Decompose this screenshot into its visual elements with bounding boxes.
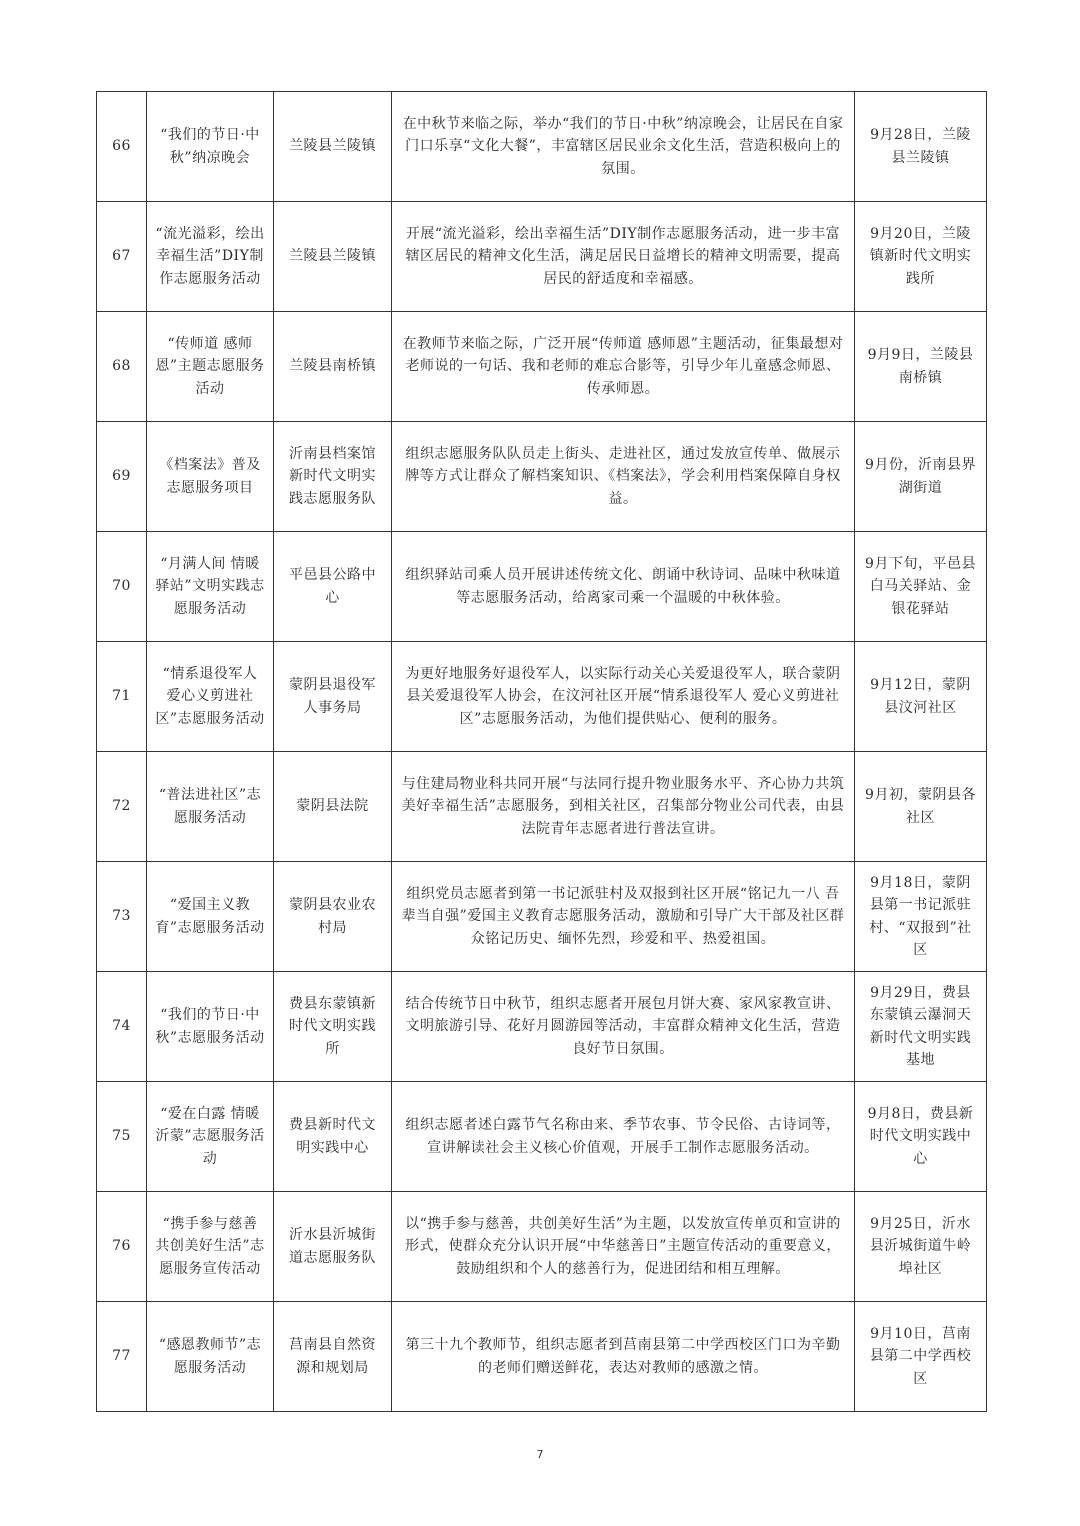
time-location: 9月下旬，平邑县白马关驿站、金银花驿站: [855, 532, 987, 642]
activity-description: 组织党员志愿者到第一书记派驻村及双报到社区开展“铭记九一八 吾辈当自强”爱国主义教育志愿服务活动，激励和引导广大干部及社区群众铭记历史、缅怀先烈，珍爱和平、热爱祖国。: [392, 862, 855, 972]
organizer: 沂南县档案馆新时代文明实践志愿服务队: [274, 422, 392, 532]
organizer: 蒙阴县退役军人事务局: [274, 642, 392, 752]
time-location: 9月28日，兰陵县兰陵镇: [855, 92, 987, 202]
table-row: [97, 972, 987, 1082]
time-location: 9月29日，费县东蒙镇云瀑洞天新时代文明实践基地: [855, 972, 987, 1082]
activity-name: “我们的节日·中秋”志愿服务活动: [147, 972, 274, 1082]
activity-name: “爱国主义教育”志愿服务活动: [147, 862, 274, 972]
table-row: [97, 752, 987, 862]
row-number: 66: [97, 92, 147, 202]
activity-name: “情系退役军人 爱心义剪进社区”志愿服务活动: [147, 642, 274, 752]
organizer: 莒南县自然资源和规划局: [274, 1302, 392, 1412]
activity-name: “我们的节日·中秋”纳凉晚会: [147, 92, 274, 202]
organizer: 蒙阴县法院: [274, 752, 392, 862]
activity-name: “感恩教师节”志愿服务活动: [147, 1302, 274, 1412]
row-number: 68: [97, 312, 147, 422]
row-number: 67: [97, 202, 147, 312]
time-location: 9月10日，莒南县第二中学西校区: [855, 1302, 987, 1412]
activity-description: 在教师节来临之际，广泛开展“传师道 感师恩”主题活动，征集最想对老师说的一句话、我和老师的难忘合影等，引导少年儿童感念师恩、传承师恩。: [392, 312, 855, 422]
time-location: 9月18日，蒙阴县第一书记派驻村、“双报到”社区: [855, 862, 987, 972]
row-number: 72: [97, 752, 147, 862]
row-number: 77: [97, 1302, 147, 1412]
activity-name: “携手参与慈善 共创美好生活”志愿服务宣传活动: [147, 1192, 274, 1302]
row-number: 74: [97, 972, 147, 1082]
time-location: 9月20日，兰陵镇新时代文明实践所: [855, 202, 987, 312]
organizer: 平邑县公路中心: [274, 532, 392, 642]
organizer: 兰陵县南桥镇: [274, 312, 392, 422]
activity-description: 开展“流光溢彩，绘出幸福生活”DIY制作志愿服务活动，进一步丰富辖区居民的精神文化生活，满足居民日益增长的精神文明需要，提高居民的舒适度和幸福感。: [392, 202, 855, 312]
time-location: 9月份，沂南县界湖街道: [855, 422, 987, 532]
activity-description: 以“携手参与慈善，共创美好生活”为主题，以发放宣传单页和宣讲的形式，使群众充分认识开展“中华慈善日”主题宣传活动的重要意义，鼓励组织和个人的慈善行为，促进团结和相互理解。: [392, 1192, 855, 1302]
table-row: [97, 532, 987, 642]
activity-description: 组织驿站司乘人员开展讲述传统文化、朗诵中秋诗词、品味中秋味道等志愿服务活动，给离家司乘一个温暖的中秋体验。: [392, 532, 855, 642]
time-location: 9月12日，蒙阴县汶河社区: [855, 642, 987, 752]
table-row: [97, 92, 987, 202]
table-row: [97, 312, 987, 422]
activity-name: “流光溢彩，绘出幸福生活”DIY制作志愿服务活动: [147, 202, 274, 312]
row-number: 76: [97, 1192, 147, 1302]
activity-description: 在中秋节来临之际，举办“我们的节日·中秋”纳凉晚会，让居民在自家门口乐享“文化大餐”，丰富辖区居民业余文化生活，营造积极向上的氛围。: [392, 92, 855, 202]
activity-description: 为更好地服务好退役军人，以实际行动关心关爱退役军人，联合蒙阴县关爱退役军人协会，在汶河社区开展“情系退役军人 爱心义剪进社区”志愿服务活动，为他们提供贴心、便利的服务。: [392, 642, 855, 752]
activity-name: 《档案法》普及志愿服务项目: [147, 422, 274, 532]
activity-name: “传师道 感师恩”主题志愿服务活动: [147, 312, 274, 422]
activity-description: 第三十九个教师节，组织志愿者到莒南县第二中学西校区门口为辛勤的老师们赠送鲜花，表达对教师的感激之情。: [392, 1302, 855, 1412]
organizer: 沂水县沂城街道志愿服务队: [274, 1192, 392, 1302]
row-number: 71: [97, 642, 147, 752]
table-row: [97, 642, 987, 752]
activity-description: 与住建局物业科共同开展“与法同行提升物业服务水平、齐心协力共筑美好幸福生活”志愿服务，到相关社区，召集部分物业公司代表，由县法院青年志愿者进行普法宣讲。: [392, 752, 855, 862]
table-row: [97, 202, 987, 312]
table-row: [97, 422, 987, 532]
page-number: 7: [536, 1448, 544, 1461]
activity-name: “月满人间 情暖驿站”文明实践志愿服务活动: [147, 532, 274, 642]
table-row: [97, 1302, 987, 1412]
time-location: 9月初，蒙阴县各社区: [855, 752, 987, 862]
activity-name: “普法进社区”志愿服务活动: [147, 752, 274, 862]
time-location: 9月9日，兰陵县南桥镇: [855, 312, 987, 422]
row-number: 73: [97, 862, 147, 972]
time-location: 9月8日，费县新时代文明实践中心: [855, 1082, 987, 1192]
organizer: 蒙阴县农业农村局: [274, 862, 392, 972]
organizer: 费县新时代文明实践中心: [274, 1082, 392, 1192]
row-number: 70: [97, 532, 147, 642]
table-row: [97, 862, 987, 972]
time-location: 9月25日，沂水县沂城街道牛岭埠社区: [855, 1192, 987, 1302]
activity-table: [96, 91, 987, 1412]
organizer: 兰陵县兰陵镇: [274, 92, 392, 202]
table-row: [97, 1082, 987, 1192]
activity-description: 组织志愿者述白露节气名称由来、季节农事、节令民俗、古诗词等，宣讲解读社会主义核心价值观，开展手工制作志愿服务活动。: [392, 1082, 855, 1192]
activity-description: 组织志愿服务队队员走上街头、走进社区，通过发放宣传单、做展示牌等方式让群众了解档案知识、《档案法》，学会利用档案保障自身权益。: [392, 422, 855, 532]
organizer: 费县东蒙镇新时代文明实践所: [274, 972, 392, 1082]
row-number: 69: [97, 422, 147, 532]
table-row: [97, 1192, 987, 1302]
activity-name: “爱在白露 情暖沂蒙”志愿服务活动: [147, 1082, 274, 1192]
row-number: 75: [97, 1082, 147, 1192]
organizer: 兰陵县兰陵镇: [274, 202, 392, 312]
activity-description: 结合传统节日中秋节，组织志愿者开展包月饼大赛、家风家教宣讲、文明旅游引导、花好月圆游园等活动，丰富群众精神文化生活，营造良好节日氛围。: [392, 972, 855, 1082]
